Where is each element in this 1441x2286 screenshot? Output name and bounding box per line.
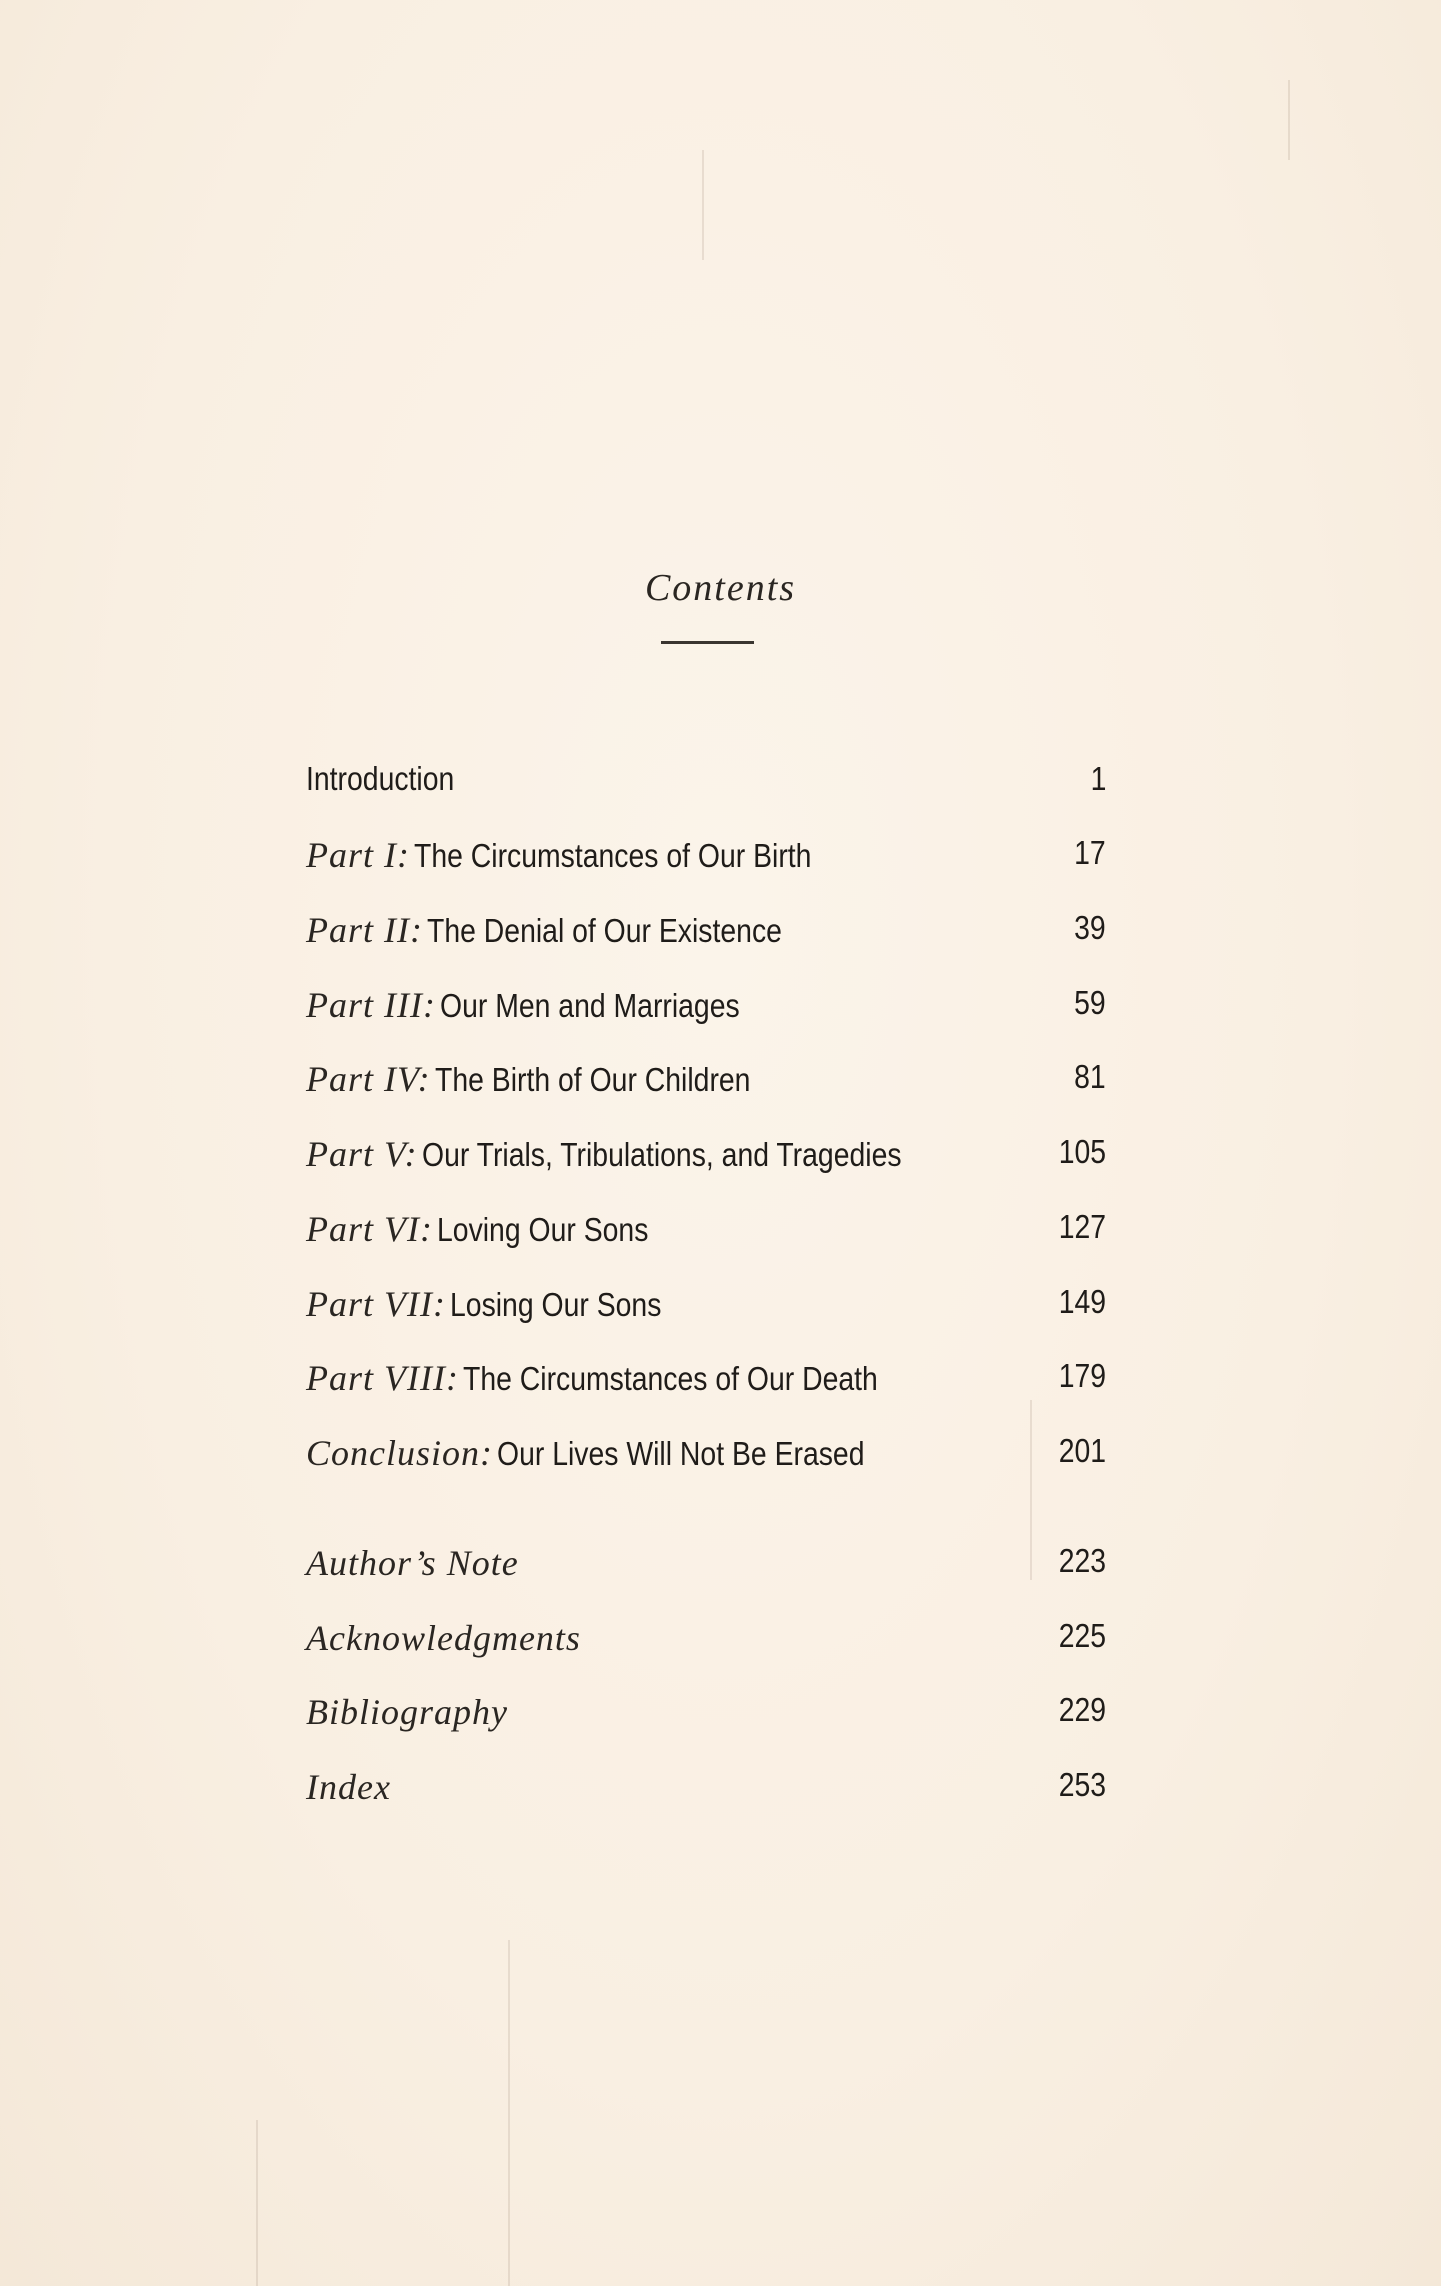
toc-page-number: 201 — [1058, 1432, 1106, 1469]
toc-entry-label: Part V: — [306, 1134, 418, 1174]
toc-entry-title: The Circumstances of Our Death — [463, 1360, 879, 1397]
toc-entry — [306, 1133, 1106, 1189]
back-matter-entry — [306, 1542, 1106, 1598]
toc-entry-title: Introduction — [306, 760, 455, 797]
toc-entry — [306, 1432, 1106, 1488]
toc-page-number: 149 — [1058, 1283, 1106, 1320]
toc-page-number: 17 — [1074, 834, 1106, 871]
toc-page-number: 59 — [1074, 984, 1106, 1021]
toc-page-number: 253 — [1058, 1766, 1106, 1803]
toc-entry-title: Our Trials, Tribulations, and Tragedies — [422, 1136, 902, 1173]
toc-entry — [306, 984, 1106, 1040]
toc-entry-title: Losing Our Sons — [450, 1286, 662, 1323]
toc-entry-label: Part VII: — [306, 1284, 446, 1324]
toc-page-number: 223 — [1058, 1542, 1106, 1579]
toc-entry-title: The Birth of Our Children — [435, 1061, 751, 1098]
toc-entry-label: Part VI: — [306, 1209, 433, 1249]
page-title: Contents — [644, 567, 797, 609]
toc-page-number: 225 — [1058, 1617, 1106, 1654]
toc-entry — [306, 1357, 1106, 1413]
toc-page-number: 105 — [1058, 1133, 1106, 1170]
back-matter-entry — [306, 1691, 1106, 1747]
toc-entry — [306, 760, 1106, 816]
title-rule — [661, 641, 754, 644]
back-matter-entry — [306, 1617, 1106, 1673]
toc-entry-label: Part I: — [306, 835, 410, 875]
toc-entry-label: Part III: — [306, 985, 436, 1025]
paper-crease — [256, 2120, 258, 2286]
back-matter-label: Acknowledgments — [306, 1618, 581, 1658]
back-matter-label: Index — [306, 1767, 391, 1807]
toc-page-number: 229 — [1058, 1691, 1106, 1728]
back-matter-entry — [306, 1766, 1106, 1822]
toc-entry-label: Part VIII: — [306, 1358, 459, 1398]
toc-entry-label: Part IV: — [306, 1059, 431, 1099]
toc-page-number: 1 — [1090, 760, 1106, 797]
toc-entry-title: Our Lives Will Not Be Erased — [497, 1435, 865, 1472]
toc-entry — [306, 909, 1106, 965]
toc-entry-label: Conclusion: — [306, 1433, 493, 1473]
toc-page-number: 179 — [1058, 1357, 1106, 1394]
toc-page-number: 127 — [1058, 1208, 1106, 1245]
back-matter-label: Bibliography — [306, 1692, 508, 1732]
toc-entry-title: The Circumstances of Our Birth — [414, 837, 812, 874]
toc-entry-label: Part II: — [306, 910, 423, 950]
toc-page-number: 39 — [1074, 909, 1106, 946]
toc-entry — [306, 834, 1106, 890]
toc-entry — [306, 1208, 1106, 1264]
toc-entry-title: The Denial of Our Existence — [427, 912, 783, 949]
toc-entry — [306, 1058, 1106, 1114]
toc-entry — [306, 1283, 1106, 1339]
paper-crease — [702, 150, 704, 260]
toc-entry-title: Our Men and Marriages — [440, 987, 741, 1024]
toc-entry-title: Loving Our Sons — [437, 1211, 649, 1248]
paper-crease — [1288, 80, 1290, 160]
back-matter-label: Author’s Note — [306, 1543, 519, 1583]
toc-page-number: 81 — [1074, 1058, 1106, 1095]
paper-crease — [508, 1940, 510, 2286]
